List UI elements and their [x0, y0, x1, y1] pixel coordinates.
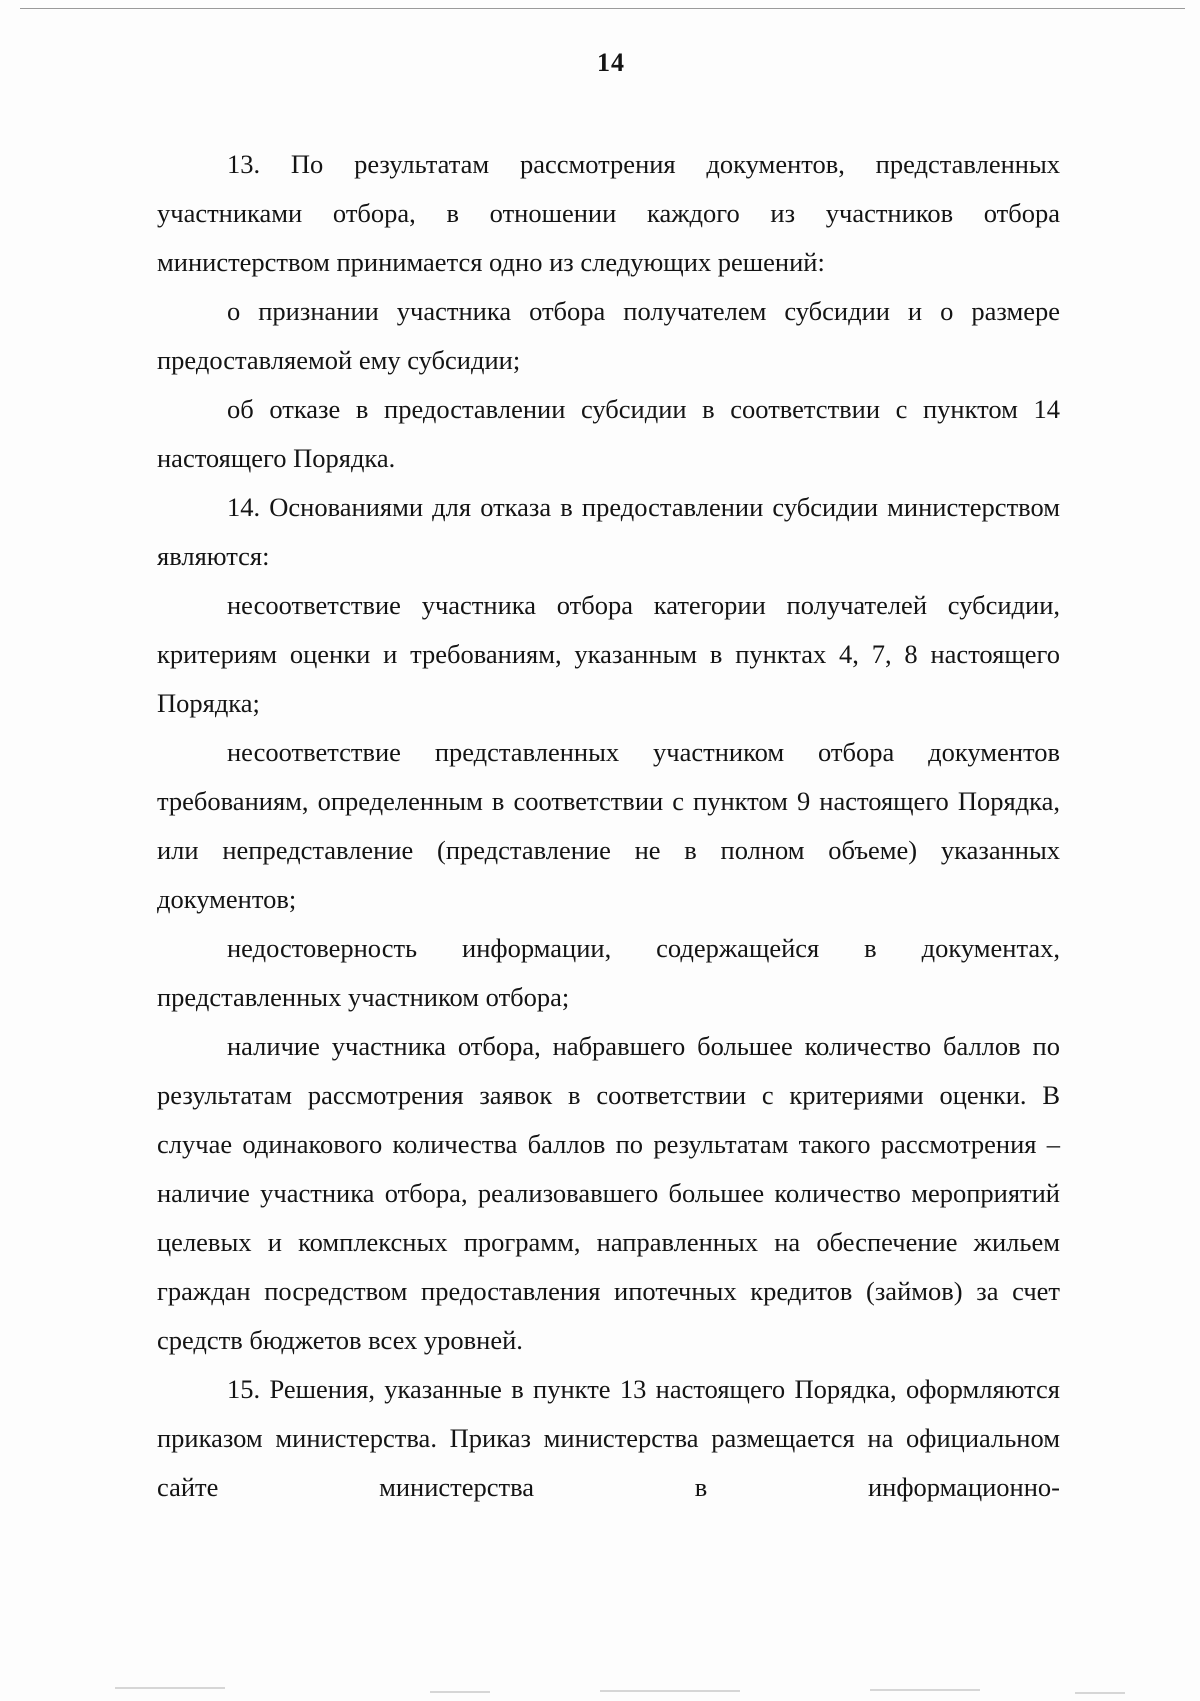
paragraph-reason-ranking: наличие участника отбора, набравшего большее количество баллов по результатам рассмотрения заявок в соответствии с критериями оценки. В случае одинакового количества баллов по результатам такого рассмотрения – наличие участника отбора, реализовавшего большее количество мероприятий целевых и комплексных программ, направленных на обеспечение жильем граждан посредством предоставления ипотечных кредитов (займов) за счет средств бюджетов всех уровней.	[157, 1031, 1060, 1355]
paragraph-14: 14. Основаниями для отказа в предоставлении субсидии министерством являются:	[157, 492, 1060, 571]
scan-bottom-noise	[0, 1681, 1200, 1701]
paragraph-13: 13. По результатам рассмотрения документов, представленных участниками отбора, в отношении каждого из участников отбора министерством принимается одно из следующих решений:	[157, 149, 1060, 277]
paragraph-reason-category: несоответствие участника отбора категории получателей субсидии, критериям оценки и требованиям, указанным в пунктах 4, 7, 8 настоящего Порядка;	[157, 590, 1060, 718]
scan-top-edge	[20, 8, 1185, 9]
paragraph-reason-unreliable: недостоверность информации, содержащейся в документах, представленных участником отбора;	[157, 933, 1060, 1012]
document-body	[157, 140, 1060, 1512]
paragraph-15: 15. Решения, указанные в пункте 13 настоящего Порядка, оформляются приказом министерства. Приказ министерства размещается на официальном сайте министерства в информационно-	[157, 1374, 1060, 1502]
paragraph-reason-documents: несоответствие представленных участником отбора документов требованиям, определенным в соответствии с пунктом 9 настоящего Порядка, или непредставление (представление не в полном объеме) указанных документов;	[157, 737, 1060, 914]
paragraph-decision-grant: о признании участника отбора получателем субсидии и о размере предоставляемой ему субсидии;	[157, 296, 1060, 375]
page-number: 14	[597, 48, 625, 77]
paragraph-decision-refuse: об отказе в предоставлении субсидии в соответствии с пунктом 14 настоящего Порядка.	[157, 394, 1060, 473]
